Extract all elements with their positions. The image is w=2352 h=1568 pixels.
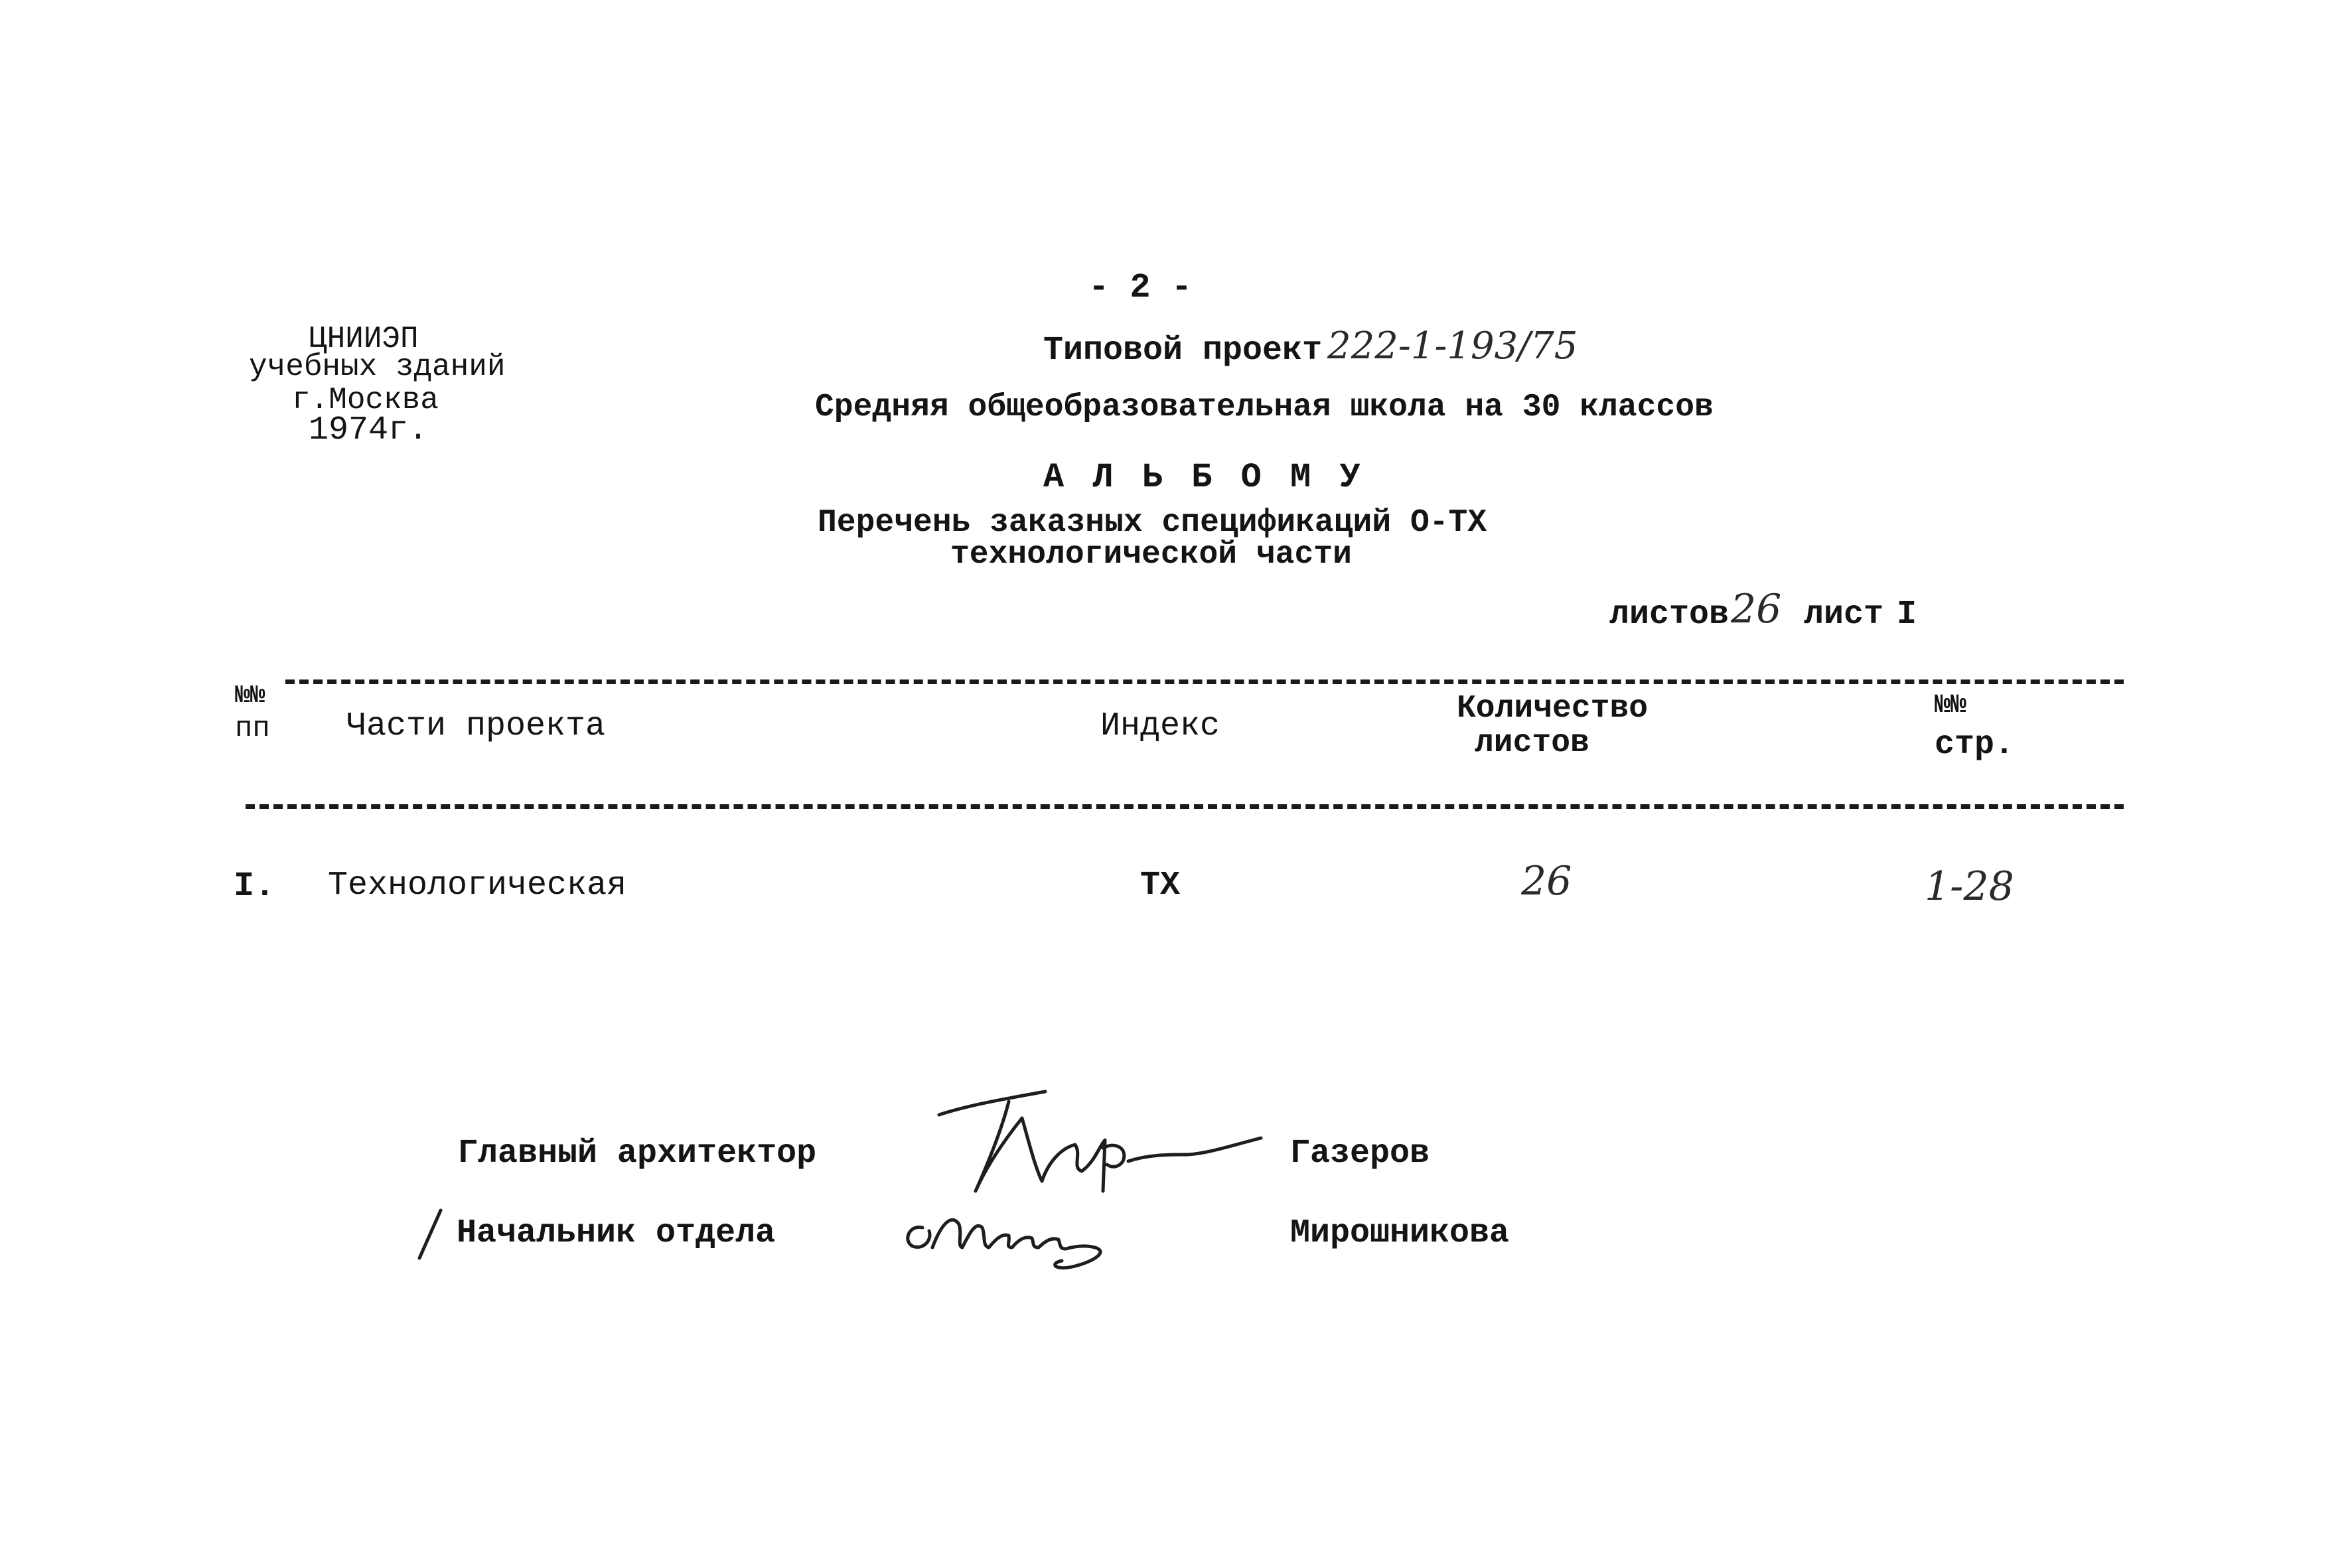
header-num-line2: пп (235, 712, 270, 745)
sheets-total-value: 26 (1731, 586, 1782, 632)
signature-gazerov (929, 1068, 1274, 1201)
header-count-line1: Количество (1457, 691, 1649, 727)
album-heading: А Л Ь Б О М У (1043, 458, 1364, 497)
header-count-line2: листов (1475, 725, 1589, 761)
signature-miroshnikova (896, 1194, 1161, 1274)
table-header-rule (246, 804, 2124, 809)
org-city: г.Москва (292, 383, 439, 417)
signature-name-gazerov: Газеров (1290, 1135, 1430, 1173)
row-pages: 1-28 (1925, 863, 2014, 910)
header-part: Части проекта (346, 707, 606, 745)
sheets-total-label: листов (1609, 596, 1729, 634)
header-num-line1: №№ (235, 681, 265, 710)
table-top-rule (285, 679, 2124, 684)
album-subtitle-line2: технологической части (950, 537, 1352, 573)
page-number: - 2 - (1088, 268, 1193, 307)
header-page-line2: стр. (1935, 726, 2015, 764)
row-part: Технологическая (328, 867, 627, 904)
project-label: Типовой проект (1043, 332, 1323, 370)
project-number: 222-1-193/75 (1327, 324, 1578, 368)
org-name: ЦНИИЭП (309, 322, 419, 356)
org-year: 1974г. (309, 411, 429, 449)
signature-role-chief-architect: Главный архитектор (458, 1135, 817, 1173)
header-page-line1: №№ (1935, 691, 1967, 721)
sheet-label: лист (1804, 596, 1884, 634)
signature-name-miroshnikova: Мирошникова (1290, 1214, 1510, 1252)
row-num: I. (234, 867, 275, 906)
row-count: 26 (1521, 858, 1572, 904)
header-index: Индекс (1100, 707, 1220, 745)
sheet-value: I (1897, 596, 1917, 634)
margin-mark (417, 1208, 443, 1261)
org-subtitle: учебных зданий (249, 350, 506, 384)
row-index: ТХ (1140, 867, 1181, 904)
album-subtitle-line1: Перечень заказных спецификаций О-ТХ (818, 505, 1487, 541)
signature-role-department-head: Начальник отдела (457, 1214, 776, 1252)
project-title: Средняя общеобразовательная школа на 30 классов (815, 390, 1714, 425)
